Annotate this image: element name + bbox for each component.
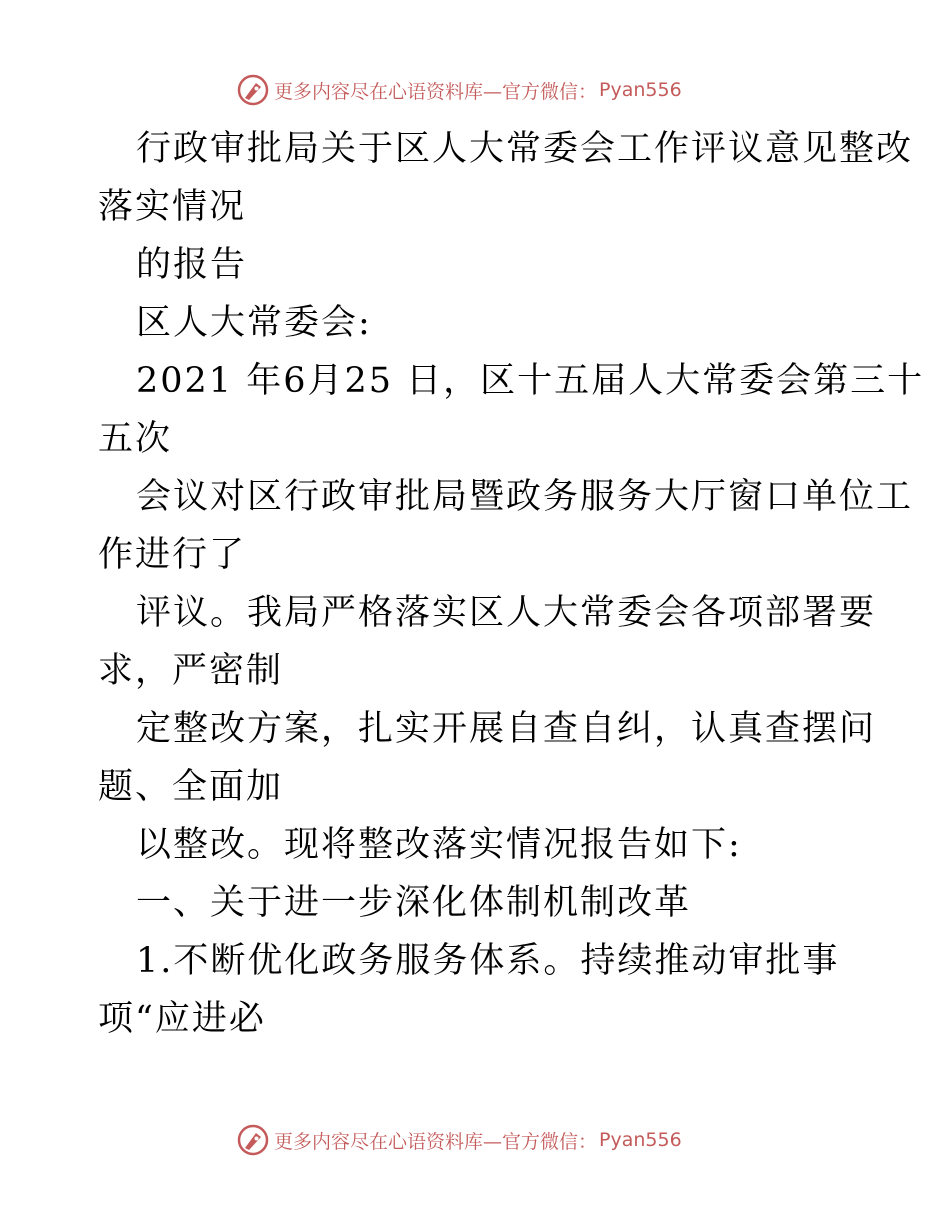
salutation: 区人大常委会: (136, 303, 372, 343)
paragraph-line: 作进行了 (98, 535, 247, 575)
paragraph-line: 2021 年6月25 日，区十五届人大常委会第三十 (136, 361, 925, 401)
paragraph-line: 求，严密制 (98, 651, 284, 691)
watermark-wechat-id: Pyan556 (599, 79, 682, 101)
paragraph-line: 定整改方案，扎实开展自查自纠，认真查摆问 (136, 709, 877, 749)
watermark-text: 更多内容尽在心语资料库—官方微信： (274, 1130, 598, 1153)
title-line-1: 行政审批局关于区人大常委会工作评议意见整改 (136, 129, 914, 169)
paragraph-line: 题、全面加 (98, 767, 284, 807)
footer-watermark (236, 1120, 756, 1160)
watermark-wechat-id: Pyan556 (599, 1129, 682, 1151)
pen-nib-logo-icon (236, 73, 270, 107)
title-line-2: 落实情况 (98, 187, 247, 227)
paragraph-line: 五次 (98, 419, 173, 459)
paragraph-line: 会议对区行政审批局暨政务服务大厅窗口单位工 (136, 477, 914, 517)
title-line-3: 的报告 (136, 245, 248, 285)
paragraph-line: 1.不断优化政务服务体系。持续推动审批事 (136, 941, 840, 981)
watermark-text: 更多内容尽在心语资料库—官方微信： (274, 80, 598, 103)
section-heading: 一、关于进一步深化体制机制改革 (136, 883, 692, 923)
report-body (98, 120, 925, 1048)
pen-nib-logo-icon (236, 1123, 270, 1157)
paragraph-line: 项“应进必 (98, 999, 266, 1039)
paragraph-line: 评议。我局严格落实区人大常委会各项部署要 (136, 593, 877, 633)
header-watermark (236, 70, 756, 110)
paragraph-line: 以整改。现将整改落实情况报告如下: (136, 825, 742, 865)
